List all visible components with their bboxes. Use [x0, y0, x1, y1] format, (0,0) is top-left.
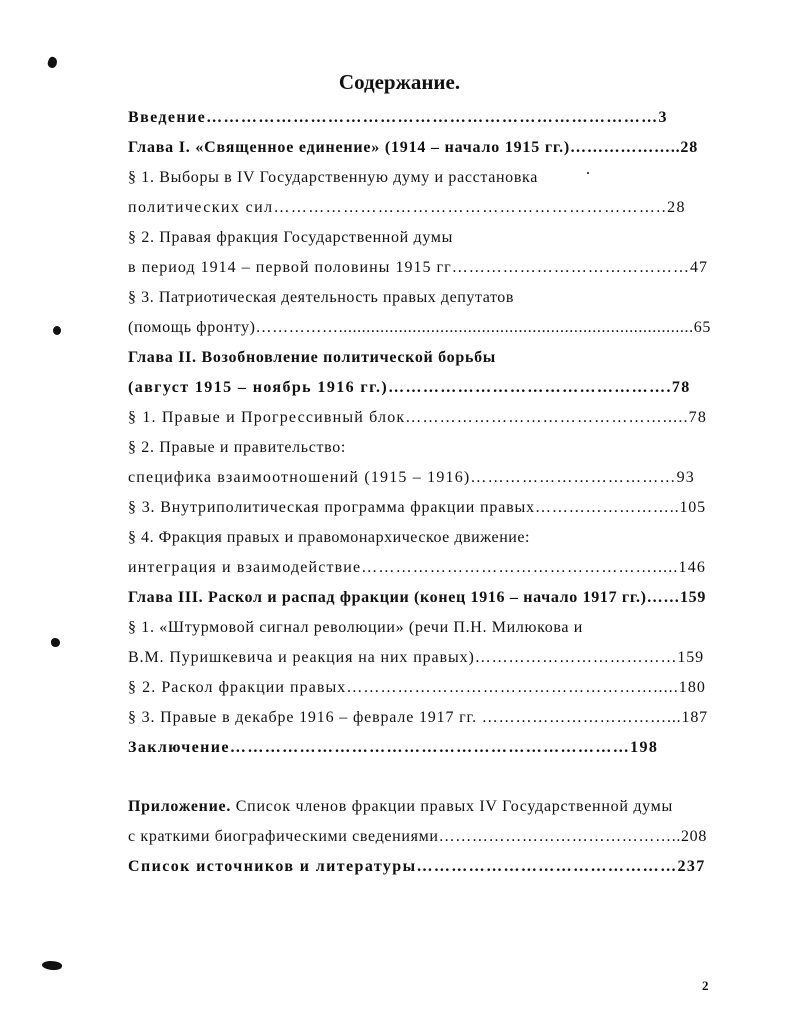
- toc-entry: § 2. Раскол фракции правых……………………………………………….....180: [128, 679, 706, 696]
- appendix-label: Приложение.: [128, 798, 232, 815]
- toc-entry: политических сил…………………………………………………………..28: [128, 199, 686, 216]
- toc-entry: специфика взаимоотношений (1915 – 1916)………………………………93: [128, 469, 695, 486]
- toc-entry: § 1. «Штурмовой сигнал революции» (речи П.Н. Милюкова и: [128, 619, 583, 636]
- toc-entry: § 2. Правые и правительство:: [128, 439, 346, 456]
- toc-entry: § 4. Фракция правых и правомонархическое движение:: [128, 529, 530, 546]
- toc-entry: § 2. Правая фракция Государственной думы: [128, 229, 453, 246]
- toc-entry: § 1. Выборы в IV Государственную думу и расстановка: [128, 169, 538, 186]
- toc-entry: § 3. Патриотическая деятельность правых депутатов: [128, 289, 514, 306]
- toc-entry: (помощь фронту)…………….............................................................................65: [128, 319, 711, 336]
- toc-entry: в период 1914 – первой половины 1915 гг……………………………………47: [128, 259, 708, 276]
- toc-entry: § 1. Правые и Прогрессивный блок……………………………………….....78: [128, 409, 707, 426]
- page-title: Содержание.: [338, 70, 461, 94]
- toc-entry: § 3. Правые в декабре 1916 – феврале 1917 гг. ……………………………...187: [128, 709, 708, 726]
- appendix-entry: [128, 797, 673, 817]
- toc-entry: интеграция и взаимодействие…………………………………………….....146: [128, 559, 706, 576]
- appendix-text: Список членов фракции правых IV Государственной думы: [231, 798, 673, 815]
- toc-entry: Глава III. Раскол и распад фракции (конец 1916 – начало 1917 гг.)……159: [128, 589, 706, 606]
- ink-blot: [51, 638, 60, 647]
- ink-blot: [41, 960, 62, 972]
- ink-blot: [53, 326, 61, 335]
- ink-speck: [587, 172, 589, 174]
- toc-entry: Заключение……………………………………………………………198: [128, 739, 659, 756]
- toc-entry: § 3. Внутриполитическая программа фракции правых……………………..105: [128, 499, 706, 516]
- ink-blot: [46, 56, 58, 69]
- page-number: 2: [702, 978, 709, 993]
- toc-entry: В.М. Пуришкевича и реакция на них правых)………………………………159: [128, 649, 704, 666]
- toc-entry: Глава II. Возобновление политической борьбы: [128, 349, 496, 366]
- toc-entry: (август 1915 – ноябрь 1916 гг.)………………………………………….78: [128, 379, 691, 396]
- toc-entry: Список источников и литературы………………………………………237: [128, 858, 706, 875]
- toc-entry: с краткими биографическими сведениями……………………………………..208: [128, 828, 707, 845]
- toc-entry: Глава I. «Священное единение» (1914 – начало 1915 гг.)………………..28: [128, 139, 698, 156]
- toc-entry: Введение……………………………………………………………………3: [128, 109, 668, 126]
